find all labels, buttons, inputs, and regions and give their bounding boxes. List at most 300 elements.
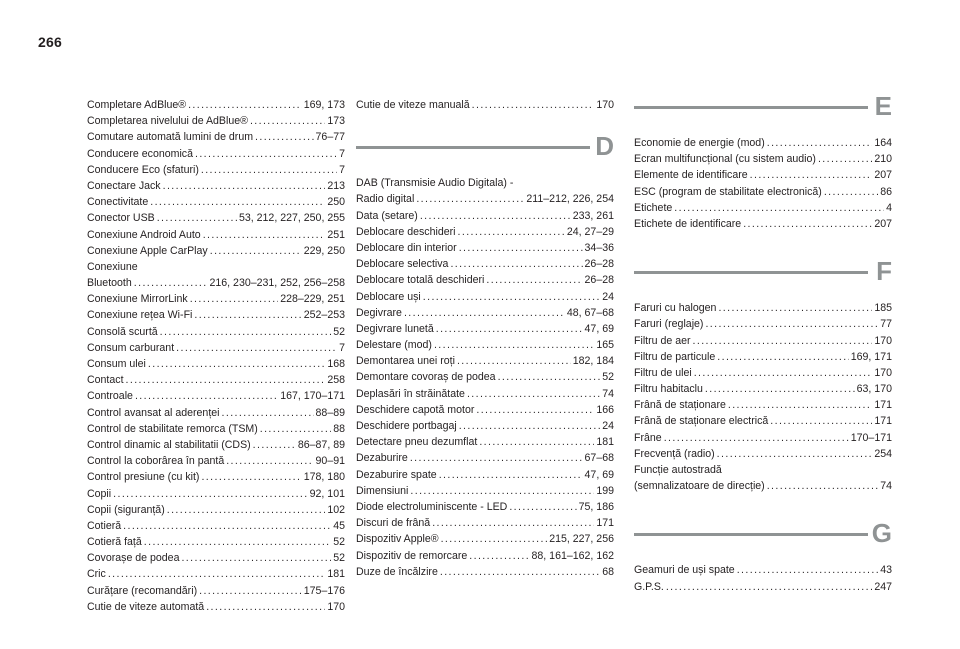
index-entry-term: Delestare (mod) — [356, 339, 432, 352]
index-entry-term: Deblocare totală deschideri — [356, 274, 485, 287]
index-entry-pages: 170 — [874, 366, 892, 379]
dot-leader — [472, 97, 595, 113]
index-entry-pages: 4 — [886, 201, 892, 214]
index-entry-pages: 171 — [874, 399, 892, 412]
index-entry-pages: 88, 161–162, 162 — [531, 549, 614, 562]
index-entry — [356, 386, 614, 402]
index-entry-term: Conexiune Apple CarPlay — [87, 244, 208, 257]
index-entry — [356, 321, 614, 337]
index-entry-term: Radio digital — [356, 193, 415, 206]
dot-leader — [260, 421, 331, 437]
index-entry-term: Completarea nivelului de AdBlue® — [87, 115, 248, 128]
index-entry — [87, 453, 345, 469]
index-entry — [634, 381, 892, 397]
index-entry-term: Dezaburire spate — [356, 468, 437, 481]
index-entry-pages: 247 — [874, 580, 892, 593]
index-entry — [356, 97, 614, 113]
index-entry — [87, 324, 345, 340]
index-entry — [87, 421, 345, 437]
index-entry-pages: 229, 250 — [303, 244, 345, 257]
index-entry-term: Cutie de viteze manuală — [356, 99, 470, 111]
index-entry-pages: 26–28 — [584, 274, 614, 287]
dot-leader — [135, 388, 278, 404]
index-entry-term: Cotieră — [87, 519, 122, 532]
index-entry — [634, 135, 892, 151]
index-entry-term: Frecvență (radio) — [634, 447, 715, 460]
dot-leader — [818, 151, 872, 167]
index-entry — [87, 340, 345, 356]
index-entry — [356, 256, 614, 272]
index-entry-term: Ecran multifuncțional (cu sistem audio) — [634, 153, 816, 166]
index-entry — [87, 534, 345, 550]
dot-leader — [441, 531, 548, 547]
page-number: 266 — [38, 34, 62, 50]
index-entry — [356, 483, 614, 499]
index-entry-pages: 170 — [327, 600, 345, 613]
index-entry-pages: 171 — [596, 517, 614, 530]
dot-leader — [824, 184, 878, 200]
dot-leader — [469, 548, 529, 564]
index-entry-term: Detectare pneu dezumflat — [356, 436, 478, 449]
index-section — [634, 518, 892, 594]
index-entry-pages: 24, 27–29 — [566, 225, 614, 238]
index-entry — [87, 275, 345, 291]
index-entry-term: Bluetooth — [87, 277, 132, 290]
index-entry-term: Deblocare deschideri — [356, 225, 456, 238]
index-entry-term: Conexiune rețea Wi-Fi — [87, 309, 193, 322]
index-entry-pages: 211–212, 226, 254 — [526, 193, 614, 206]
index-entry — [87, 405, 345, 421]
dot-leader — [486, 272, 582, 288]
index-entry-pages: 185 — [874, 302, 892, 315]
index-entry-term: Faruri (reglaje) — [634, 318, 704, 331]
dot-leader — [255, 129, 313, 145]
section-spacer — [634, 232, 892, 262]
index-entry — [634, 151, 892, 167]
index-entry-term: Conectare Jack — [87, 179, 161, 192]
index-entry-pages: 52 — [333, 552, 345, 565]
dot-leader — [253, 437, 296, 453]
dot-leader — [113, 486, 307, 502]
index-entry-term: Curățare (recomandări) — [87, 584, 198, 597]
index-entry-pages: 207 — [874, 217, 892, 230]
dot-leader — [190, 291, 279, 307]
dot-leader — [188, 97, 302, 113]
index-entry-term: Deblocare selectiva — [356, 258, 449, 271]
dot-leader — [694, 365, 873, 381]
index-entry-term: Control presiune (cu kit) — [87, 471, 200, 484]
index-entry-pages: 166 — [596, 403, 614, 416]
index-entry — [634, 365, 892, 381]
dot-leader — [439, 467, 583, 483]
index-entry-pages: 254 — [874, 447, 892, 460]
dot-leader — [410, 450, 583, 466]
index-entry-pages: 169, 171 — [850, 350, 892, 363]
index-entry-term: Dimensiuni — [356, 484, 409, 497]
section-rule — [634, 271, 868, 274]
index-entry-term: Elemente de identificare — [634, 169, 748, 182]
dot-leader — [717, 349, 848, 365]
index-entry — [356, 467, 614, 483]
index-entry-term: Copii (siguranță) — [87, 503, 165, 516]
index-entry — [87, 356, 345, 372]
dot-leader — [767, 478, 878, 494]
index-entry-pages: 178, 180 — [303, 471, 345, 484]
dot-leader — [423, 289, 600, 305]
index-entry — [87, 243, 345, 259]
index-entry — [634, 397, 892, 413]
index-entry — [356, 353, 614, 369]
index-entry-term: (semnalizatoare de direcție) — [634, 480, 765, 493]
index-entry — [634, 167, 892, 183]
index-entry-pages: 26–28 — [584, 258, 614, 271]
index-entry-pages: 164 — [874, 137, 892, 149]
dot-leader — [199, 583, 302, 599]
index-entry-pages: 216, 230–231, 252, 256–258 — [209, 277, 345, 290]
index-entry-pages: 165 — [596, 339, 614, 352]
index-entry-term: Cotieră față — [87, 536, 142, 549]
index-entry-pages: 86 — [880, 185, 892, 198]
dot-leader — [705, 316, 878, 332]
section-rule — [634, 106, 868, 109]
index-entry-term: Dispozitiv Apple® — [356, 533, 439, 546]
index-entry-pages: 252–253 — [303, 309, 345, 322]
index-entry — [634, 349, 892, 365]
index-entry-pages: 47, 69 — [584, 322, 614, 335]
index-entry-pages: 90–91 — [315, 455, 345, 468]
index-entry-pages: 45 — [333, 519, 345, 532]
index-entry — [87, 113, 345, 129]
index-entry — [87, 162, 345, 178]
index-entry — [634, 579, 892, 595]
dot-leader — [250, 113, 325, 129]
index-entry-term: Covorașe de podea — [87, 552, 180, 565]
index-entry-term: Dezaburire — [356, 452, 408, 465]
index-entry-pages: 169, 173 — [303, 99, 345, 111]
index-section — [634, 256, 892, 494]
dot-leader — [167, 502, 326, 518]
index-entry-pages: 199 — [596, 484, 614, 497]
section-header — [634, 518, 892, 562]
index-entry — [356, 548, 614, 564]
index-entry — [634, 216, 892, 232]
index-entry-term: Deblocare din interior — [356, 241, 457, 254]
dot-leader — [770, 413, 872, 429]
index-entry — [356, 531, 614, 547]
index-entry-pages: 34–36 — [584, 241, 614, 254]
dot-leader — [176, 340, 337, 356]
index-entry-pages: 24 — [602, 290, 614, 303]
index-entry-term: Conexiune MirrorLink — [87, 293, 188, 306]
index-entry — [87, 307, 345, 323]
index-entry — [356, 515, 614, 531]
index-entry — [87, 178, 345, 194]
index-entry — [87, 210, 345, 226]
index-entry-heading: DAB (Transmisie Audio Digitala) - — [356, 177, 514, 190]
index-entry-pages: 258 — [327, 374, 345, 387]
index-entry-term: Filtru habitaclu — [634, 383, 703, 396]
index-entry-term: ESC (program de stabilitate electronică) — [634, 185, 822, 198]
index-entry-term: Controale — [87, 390, 133, 403]
index-entry — [87, 566, 345, 582]
index-entry-term: Comutare automată lumini de drum — [87, 131, 254, 144]
index-entry — [87, 502, 345, 518]
index-entry-term: Geamuri de uși spate — [634, 564, 735, 577]
dot-leader — [148, 356, 325, 372]
index-entry-term: Degivrare lunetă — [356, 322, 434, 335]
index-entry — [87, 583, 345, 599]
index-entry-term: Deblocare uși — [356, 290, 421, 303]
index-entry — [634, 300, 892, 316]
index-entry-term: Dispozitiv de remorcare — [356, 549, 468, 562]
index-entry-term: Frână de staționare — [634, 399, 726, 412]
dot-leader — [134, 275, 208, 291]
index-entry-pages: 170–171 — [850, 431, 892, 444]
index-section — [634, 91, 892, 232]
dot-leader — [498, 369, 601, 385]
index-entry-term: Duze de încălzire — [356, 565, 438, 578]
section-header — [634, 91, 892, 135]
dot-leader — [458, 224, 565, 240]
dot-leader — [693, 333, 873, 349]
dot-leader — [206, 599, 325, 615]
index-entry-pages: 43 — [880, 564, 892, 577]
dot-leader — [705, 381, 855, 397]
dot-leader — [459, 240, 583, 256]
index-entry-pages: 170 — [874, 334, 892, 347]
dot-leader — [436, 321, 583, 337]
index-entry — [634, 316, 892, 332]
dot-leader — [157, 210, 237, 226]
index-entry-pages: 47, 69 — [584, 468, 614, 481]
index-entry — [356, 564, 614, 580]
index-entry-pages: 75, 186 — [578, 500, 614, 513]
index-entry — [87, 146, 345, 162]
dot-leader — [459, 418, 601, 434]
index-entry — [87, 129, 345, 145]
index-entry-pages: 171 — [874, 415, 892, 428]
index-entry-term: Conector USB — [87, 212, 155, 225]
dot-leader — [432, 515, 594, 531]
index-entry-term: Filtru de ulei — [634, 366, 692, 379]
dot-leader — [674, 200, 884, 216]
index-entry — [87, 437, 345, 453]
dot-leader — [160, 324, 332, 340]
index-section — [356, 131, 614, 580]
index-entry — [356, 337, 614, 353]
index-entry — [87, 194, 345, 210]
index-entry-pages: 53, 212, 227, 250, 255 — [238, 212, 345, 225]
dot-leader — [201, 469, 301, 485]
index-entry — [356, 499, 614, 515]
index-entry-pages: 52 — [602, 371, 614, 384]
index-entry — [87, 291, 345, 307]
section-letter: G — [871, 518, 892, 549]
index-entry-term: Frâne — [634, 431, 662, 444]
index-entry-pages: 7 — [339, 163, 345, 176]
index-entry — [634, 333, 892, 349]
index-entry-term: Copii — [87, 487, 112, 500]
index-entry-term: Conectivitate — [87, 196, 149, 209]
index-entry-term: Consolă scurtă — [87, 325, 158, 338]
dot-leader — [144, 534, 331, 550]
index-entry-pages: 88 — [333, 422, 345, 435]
index-entry — [87, 388, 345, 404]
index-entry-term: Etichete de identificare — [634, 217, 742, 230]
index-entry-pages: 215, 227, 256 — [549, 533, 614, 546]
dot-leader — [404, 305, 565, 321]
index-entry-pages: 88–89 — [315, 406, 345, 419]
index-entry-term: Control avansat al aderenței — [87, 406, 220, 419]
index-entry-term: Demontarea unei roți — [356, 355, 455, 368]
index-entry-pages: 167, 170–171 — [280, 390, 345, 403]
dot-leader — [479, 434, 594, 450]
index-entry-pages: 48, 67–68 — [566, 306, 614, 319]
index-entry-term: Filtru de aer — [634, 334, 691, 347]
index-entry-term: Discuri de frână — [356, 517, 431, 530]
index-entry — [634, 430, 892, 446]
dot-leader — [717, 446, 873, 462]
index-entry-term: Deplasări în străinătate — [356, 387, 465, 400]
index-entry-term: Cric — [87, 568, 106, 581]
index-entry-term: G.P.S. — [634, 580, 664, 593]
index-entry-pages: 76–77 — [315, 131, 345, 144]
dot-leader — [434, 337, 594, 353]
index-entry-term: Contact — [87, 374, 124, 387]
index-entry-term: Control de stabilitate remorca (TSM) — [87, 422, 258, 435]
section-letter: D — [595, 131, 614, 162]
index-entry — [87, 97, 345, 113]
index-entry — [634, 478, 892, 494]
index-entry — [356, 289, 614, 305]
index-entry-term: Filtru de particule — [634, 350, 716, 363]
index-entry-term: Deschidere capotă motor — [356, 403, 475, 416]
index-entry-pages: 168 — [327, 358, 345, 370]
index-entry-pages: 92, 101 — [309, 487, 345, 500]
index-entry — [634, 446, 892, 462]
index-entry — [634, 184, 892, 200]
dot-leader — [476, 402, 594, 418]
index-entry-pages: 74 — [602, 387, 614, 400]
index-entry — [356, 402, 614, 418]
index-entry-heading: Funcție autostradă — [634, 464, 722, 476]
dot-leader — [108, 566, 325, 582]
index-entry-pages: 207 — [874, 169, 892, 182]
dot-leader — [195, 146, 337, 162]
dot-leader — [664, 430, 849, 446]
index-entry-pages: 52 — [333, 536, 345, 549]
index-entry-term: Conducere economică — [87, 147, 193, 160]
index-entry-term: Control la coborârea în pantă — [87, 455, 225, 468]
index-entry-pages: 250 — [327, 196, 345, 209]
dot-leader — [743, 216, 872, 232]
index-entry-term: Conducere Eco (sfaturi) — [87, 163, 199, 176]
section-rule — [634, 533, 868, 536]
dot-leader — [509, 499, 576, 515]
index-entry-term: Conexiune Android Auto — [87, 228, 201, 241]
index-entry-heading: Conexiune — [87, 260, 138, 273]
index-entry-pages: 67–68 — [584, 452, 614, 465]
section-header — [634, 256, 892, 300]
index-entry-pages: 74 — [880, 480, 892, 493]
index-entry-pages: 102 — [327, 503, 345, 516]
index-entry — [634, 413, 892, 429]
index-entry-pages: 24 — [602, 420, 614, 432]
index-entry — [87, 469, 345, 485]
dot-leader — [410, 483, 594, 499]
index-entry-term: Control dinamic al stabilitatii (CDS) — [87, 438, 251, 451]
dot-leader — [210, 243, 302, 259]
section-letter: F — [876, 256, 892, 287]
index-entry-pages: 210 — [874, 153, 892, 166]
index-entry — [87, 550, 345, 566]
index-entry — [356, 272, 614, 288]
index-entry — [87, 599, 345, 615]
dot-leader — [450, 256, 582, 272]
index-column-2 — [356, 97, 614, 580]
section-letter: E — [874, 91, 892, 121]
index-column-3 — [634, 91, 892, 595]
dot-leader — [416, 191, 524, 207]
dot-leader — [440, 564, 600, 580]
index-entry-pages: 175–176 — [303, 584, 345, 597]
index-entry — [356, 240, 614, 256]
index-entry — [87, 486, 345, 502]
dot-leader — [194, 307, 301, 323]
index-entry-pages: 233, 261 — [572, 209, 614, 222]
dot-leader — [467, 386, 600, 402]
dot-leader — [203, 227, 326, 243]
index-entry-pages: 181 — [327, 568, 345, 581]
dot-leader — [181, 550, 331, 566]
dot-leader — [126, 372, 326, 388]
index-entry — [356, 305, 614, 321]
index-entry — [356, 450, 614, 466]
index-entry-term: Faruri cu halogen — [634, 302, 717, 315]
index-entry-pages: 251 — [327, 228, 345, 241]
index-entry-term: Frână de staționare electrică — [634, 415, 769, 428]
index-entry-pages: 213 — [327, 179, 345, 192]
index-entry-term: Etichete — [634, 201, 673, 214]
dot-leader — [163, 178, 326, 194]
dot-leader — [457, 353, 571, 369]
index-entry-pages: 181 — [596, 436, 614, 449]
index-entry — [634, 562, 892, 578]
index-entry — [356, 434, 614, 450]
dot-leader — [666, 579, 872, 595]
dot-leader — [222, 405, 314, 421]
index-entry-term: Degivrare — [356, 306, 402, 319]
index-entry-pages: 7 — [339, 147, 345, 160]
index-entry-pages: 173 — [327, 115, 345, 128]
dot-leader — [420, 208, 571, 224]
index-entry-term: Deschidere portbagaj — [356, 420, 457, 432]
index-entry — [634, 200, 892, 216]
index-entry-term: Cutie de viteze automată — [87, 600, 205, 613]
index-entry-term: Diode electroluminiscente - LED — [356, 500, 508, 513]
index-entry-term: Completare AdBlue® — [87, 99, 187, 111]
index-entry-term: Consum carburant — [87, 341, 175, 354]
dot-leader — [718, 300, 872, 316]
index-entry — [87, 518, 345, 534]
index-entry-term: Consum ulei — [87, 358, 146, 370]
dot-leader — [226, 453, 313, 469]
index-entry — [356, 191, 614, 207]
section-header — [356, 131, 614, 175]
index-entry-pages: 170 — [596, 99, 614, 111]
index-entry-term: Data (setare) — [356, 209, 418, 222]
dot-leader — [737, 562, 879, 578]
